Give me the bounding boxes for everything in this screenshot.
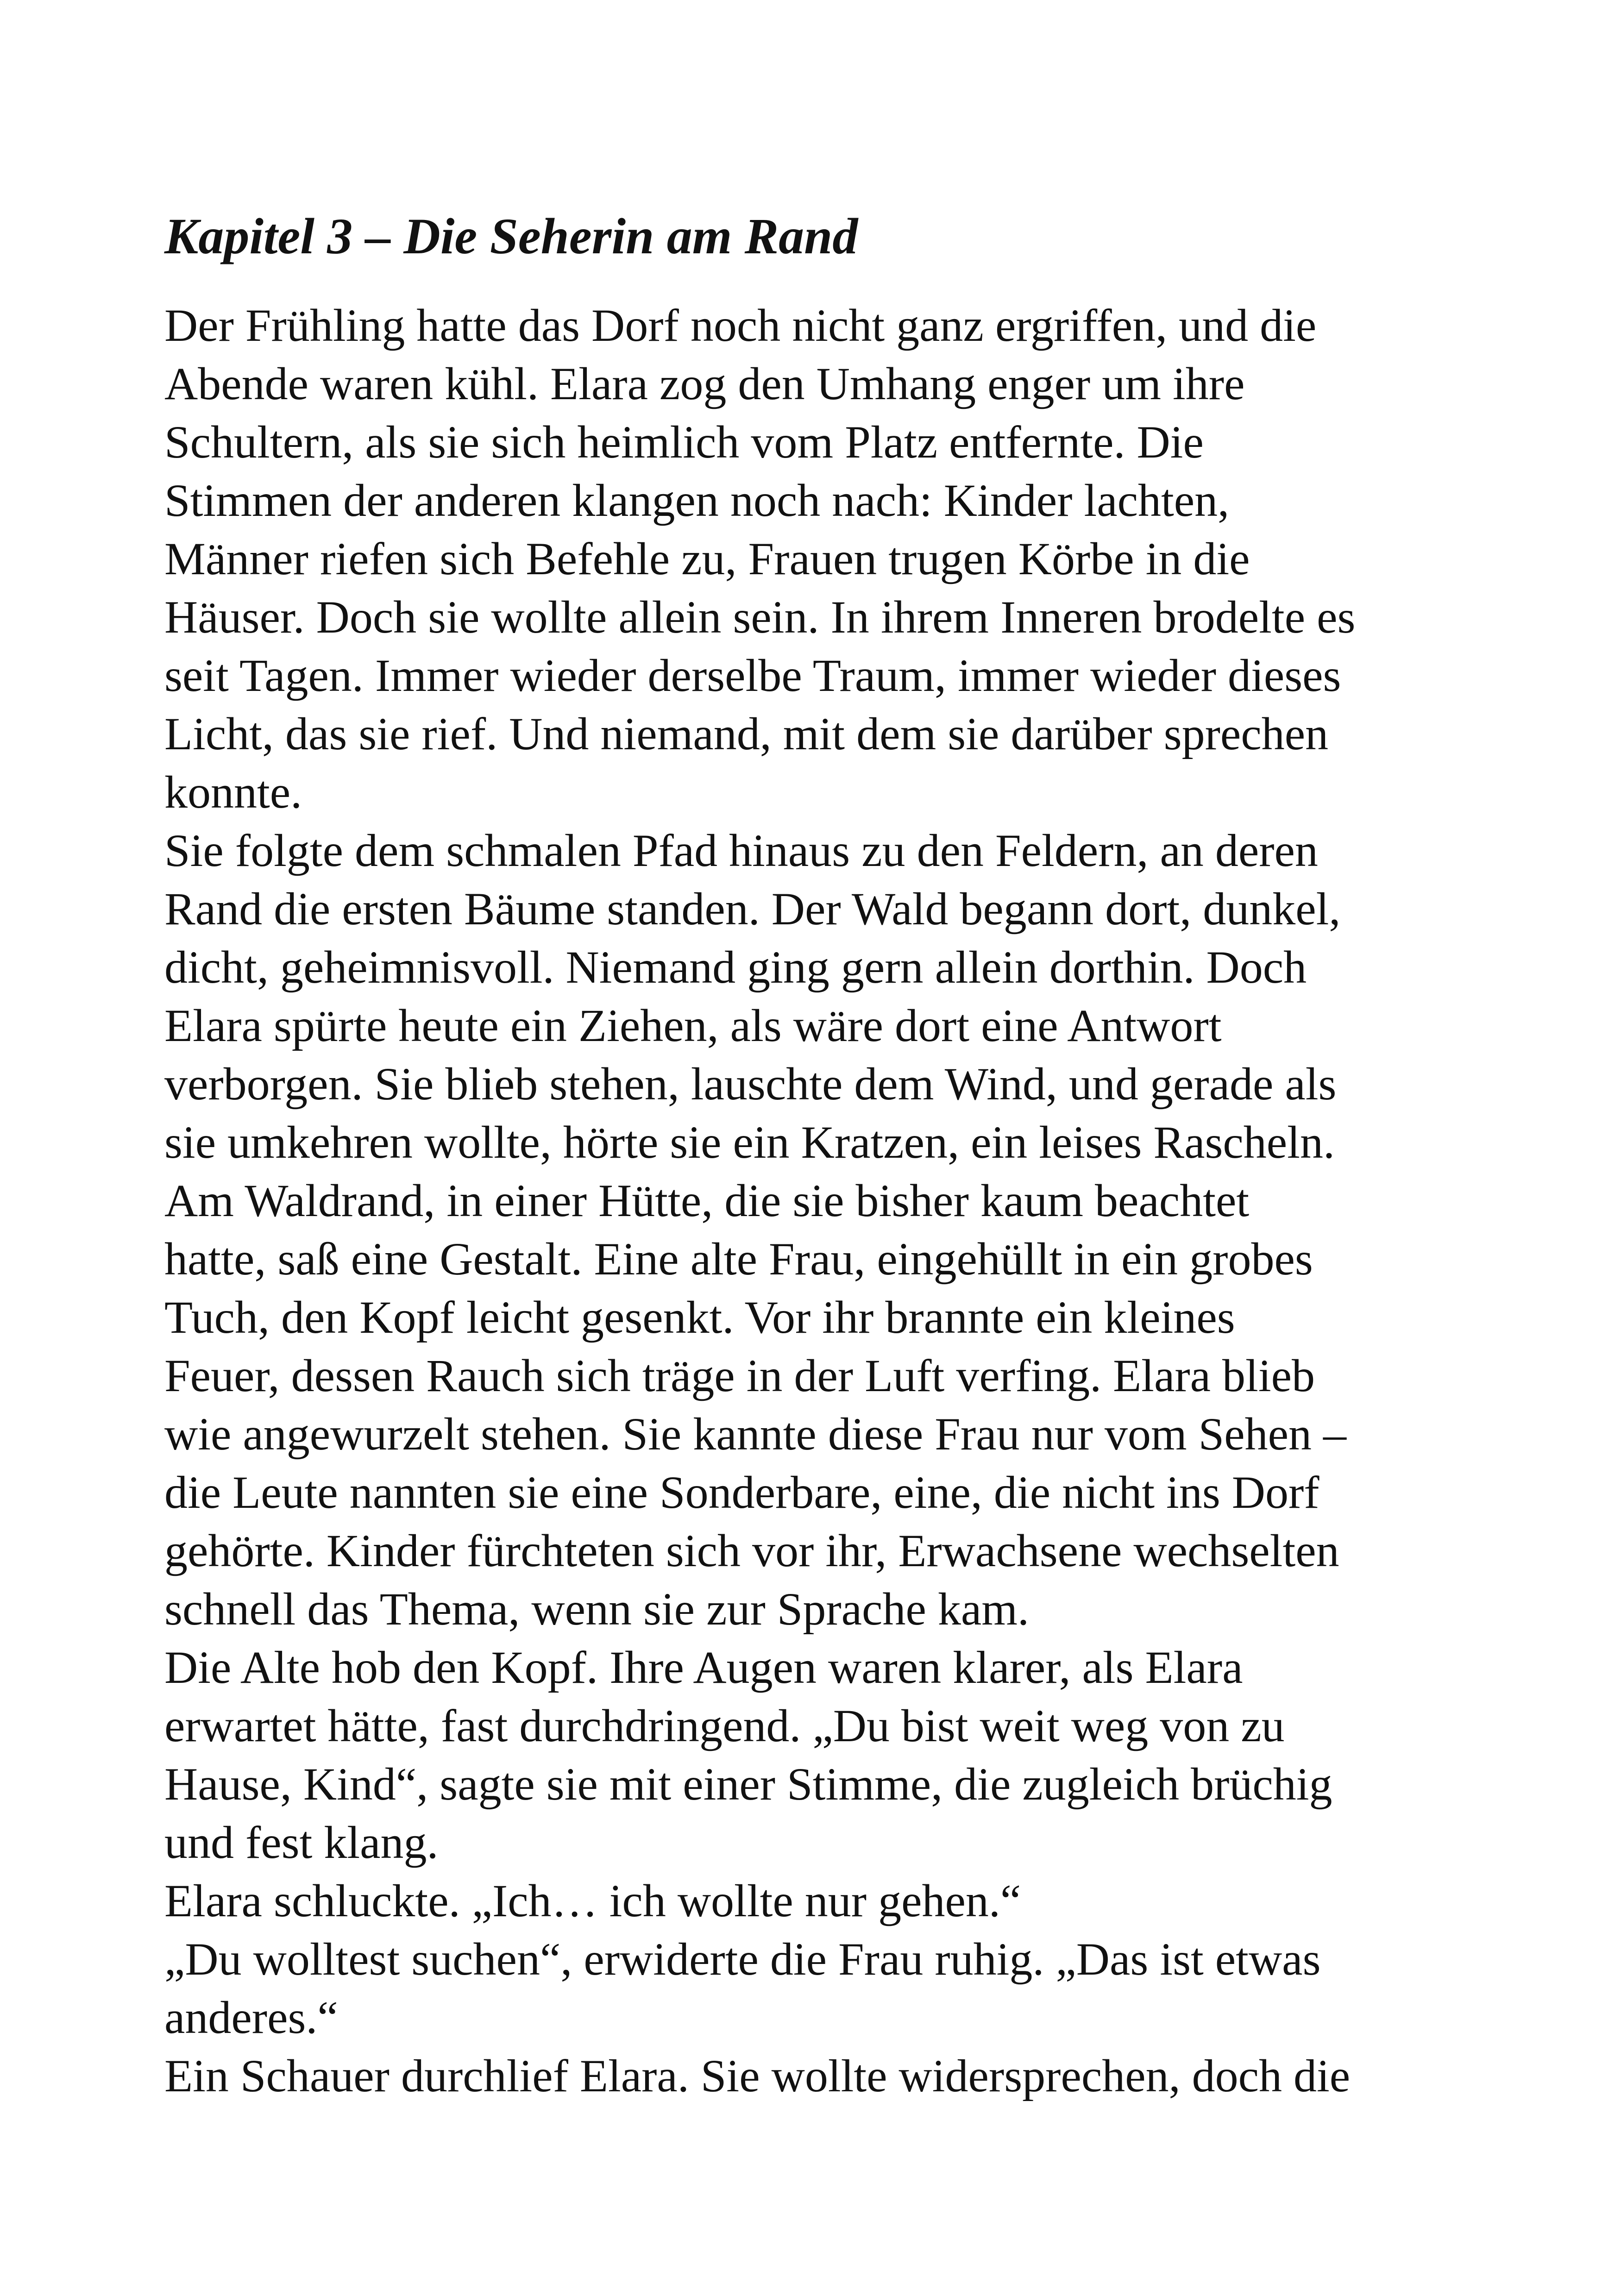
chapter-title: Kapitel 3 – Die Seherin am Rand <box>164 208 858 264</box>
text-line: schnell das Thema, wenn sie zur Sprache kam. <box>164 1583 1029 1635</box>
text-line: Schultern, als sie sich heimlich vom Platz entfernte. Die <box>164 416 1204 468</box>
text-line: dicht, geheimnisvoll. Niemand ging gern allein dorthin. Doch <box>164 941 1307 993</box>
text-line: gehörte. Kinder fürchteten sich vor ihr, Erwachsene wechselten <box>164 1525 1339 1576</box>
text-line: verborgen. Sie blieb stehen, lauschte dem Wind, und gerade als <box>164 1058 1337 1110</box>
text-line: anderes.“ <box>164 1992 338 2043</box>
text-line: Abende waren kühl. Elara zog den Umhang enger um ihre <box>164 358 1245 409</box>
text-line: Stimmen der anderen klangen noch nach: Kinder lachten, <box>164 475 1230 526</box>
text-line: Ein Schauer durchlief Elara. Sie wollte widersprechen, doch die <box>164 2050 1351 2102</box>
text-line: seit Tagen. Immer wieder derselbe Traum, immer wieder dieses <box>164 650 1341 701</box>
text-line: konnte. <box>164 766 302 818</box>
text-line: wie angewurzelt stehen. Sie kannte diese Frau nur vom Sehen – <box>164 1408 1347 1460</box>
text-line: Männer riefen sich Befehle zu, Frauen trugen Körbe in die <box>164 533 1250 584</box>
text-line: erwartet hätte, fast durchdringend. „Du bist weit weg von zu <box>164 1700 1285 1751</box>
text-line: die Leute nannten sie eine Sonderbare, eine, die nicht ins Dorf <box>164 1467 1319 1518</box>
text-line: hatte, saß eine Gestalt. Eine alte Frau, eingehüllt in ein grobes <box>164 1233 1313 1285</box>
text-line: Elara spürte heute ein Ziehen, als wäre dort eine Antwort <box>164 1000 1222 1051</box>
text-line: Häuser. Doch sie wollte allein sein. In ihrem Inneren brodelte es <box>164 591 1356 643</box>
text-line: Rand die ersten Bäume standen. Der Wald begann dort, dunkel, <box>164 883 1341 935</box>
text-line: Licht, das sie rief. Und niemand, mit dem sie darüber sprechen <box>164 708 1329 759</box>
text-line: Die Alte hob den Kopf. Ihre Augen waren klarer, als Elara <box>164 1642 1243 1693</box>
body-text <box>164 296 1475 2105</box>
text-line: Sie folgte dem schmalen Pfad hinaus zu den Feldern, an deren <box>164 825 1318 876</box>
text-line: Elara schluckte. „Ich… ich wollte nur gehen.“ <box>164 1875 1021 1926</box>
text-line: Feuer, dessen Rauch sich träge in der Luft verfing. Elara blieb <box>164 1350 1315 1401</box>
text-line: „Du wolltest suchen“, erwiderte die Frau ruhig. „Das ist etwas <box>164 1933 1321 1985</box>
text-line: Hause, Kind“, sagte sie mit einer Stimme, die zugleich brüchig <box>164 1758 1332 1810</box>
text-line: Tuch, den Kopf leicht gesenkt. Vor ihr brannte ein kleines <box>164 1292 1235 1343</box>
text-line: Der Frühling hatte das Dorf noch nicht ganz ergriffen, und die <box>164 300 1317 351</box>
text-line: Am Waldrand, in einer Hütte, die sie bisher kaum beachtet <box>164 1175 1250 1226</box>
text-line: sie umkehren wollte, hörte sie ein Kratzen, ein leises Rascheln. <box>164 1117 1335 1168</box>
page-content <box>164 204 1475 2105</box>
text-line: und fest klang. <box>164 1817 439 1868</box>
